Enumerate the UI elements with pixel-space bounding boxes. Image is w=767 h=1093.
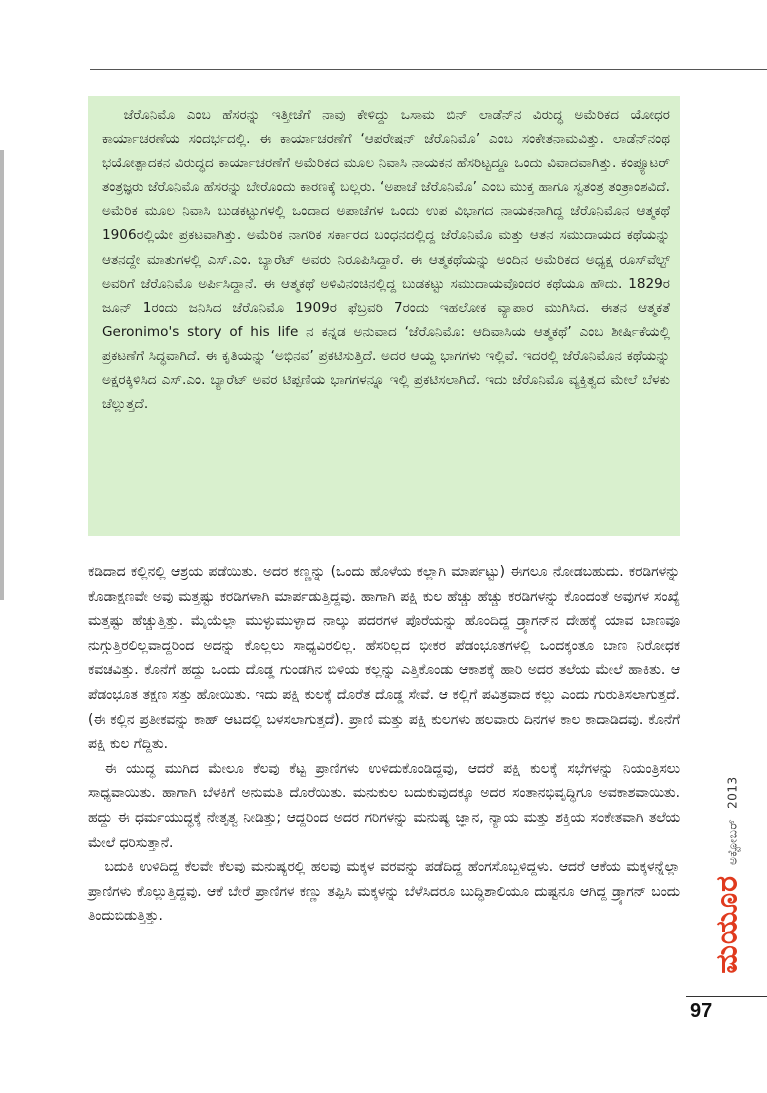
issue-year: 2013 [725, 776, 740, 809]
issue-month: ಅಕ್ಟೋಬರ್ [725, 818, 740, 865]
intro-box [88, 96, 680, 536]
page-edge-mark [0, 150, 4, 600]
body-paragraph: ಬದುಕಿ ಉಳಿದಿದ್ದ ಕೆಲವೇ ಕೆಲವು ಮನುಷ್ಯರಲ್ಲಿ ಹಲವು ಮಕ್ಕಳ ವರವನ್ನು ಪಡೆದಿದ್ದ ಹೆಂಗಸೊಬ್ಬಳಿದ್ದಳು. ಆದರೆ ಆಕೆಯ ಮಕ್ಕಳನ್ನೆಲ್ಲಾ ಪ್ರಾಣಿಗಳು ಕೊಲ್ಲುತ್ತಿದ್ದವು. ಆಕೆ ಬೇರೆ ಪ್ರಾಣಿಗಳ ಕಣ್ಣು ತಪ್ಪಿಸಿ ಮಕ್ಕಳನ್ನು ಬೆಳೆಸಿದರೂ ಬುದ್ಧಿಶಾಲಿಯೂ ದುಷ್ಟನೂ ಆಗಿದ್ದ ಡ್ರ್ಯಾಗನ್ ಬಂದು ತಿಂದುಬಿಡುತ್ತಿತ್ತು. [88, 859, 680, 925]
body-paragraph: ಈ ಯುದ್ಧ ಮುಗಿದ ಮೇಲೂ ಕೆಲವು ಕೆಟ್ಟ ಪ್ರಾಣಿಗಳು ಉಳಿದುಕೊಂಡಿದ್ದವು, ಆದರೆ ಪಕ್ಷಿ ಕುಲಕ್ಕೆ ಸಭೆಗಳನ್ನು ನಿಯಂತ್ರಿಸಲು ಸಾಧ್ಯವಾಯಿತು. ಹಾಗಾಗಿ ಬೆಳಕಿಗೆ ಅನುಮತಿ ದೊರೆಯಿತು. ಮನುಕುಲ ಬದುಕುವುದಕ್ಕೂ ಅದರ ಸಂತಾನಭಿವೃದ್ಧಿಗೂ ಅವಕಾಶವಾಯಿತು. ಹದ್ದು ಈ ಧರ್ಮಯುದ್ಧಕ್ಕೆ ನೇತೃತ್ವ ನೀಡಿತ್ತು; ಆದ್ದರಿಂದ ಅದರ ಗರಿಗಳನ್ನು ಮನುಷ್ಯ ಜ್ಞಾನ, ನ್ಯಾಯ ಮತ್ತು ಶಕ್ತಿಯ ಸಂಕೇತವಾಗಿ ತಲೆಯ ಮೇಲೆ ಧರಿಸುತ್ತಾನೆ. [88, 760, 680, 851]
top-rule [90, 69, 767, 70]
magazine-sidebar [688, 770, 766, 980]
intro-paragraph: ಜೆರೊನಿಮೊ ಎಂಬ ಹೆಸರನ್ನು ಇತ್ತೀಚೆಗೆ ನಾವು ಕೇಳಿದ್ದು ಒಸಾಮ ಬಿನ್ ಲಾಡೆನ್‌ನ ವಿರುದ್ಧ ಅಮೆರಿಕದ ಯೋಧರ ಕಾರ್ಯಾಚರಣೆಯ ಸಂದರ್ಭದಲ್ಲಿ. ಈ ಕಾರ್ಯಾಚರಣೆಗೆ ‘ಆಪರೇಷನ್ ಜೆರೊನಿಮೊ’ ಎಂಬ ಸಂಕೇತನಾಮವಿತ್ತು. ಲಾಡೆನ್‌ನಂಥ ಭಯೋತ್ಪಾದಕನ ವಿರುದ್ಧದ ಕಾರ್ಯಾಚರಣೆಗೆ ಅಮೆರಿಕದ ಮೂಲ ನಿವಾಸಿ ನಾಯಕನ ಹೆಸರಿಟ್ಟದ್ದೂ ಒಂದು ವಿವಾದವಾಗಿತ್ತು. ಕಂಪ್ಯೂಟರ್ ತಂತ್ರಜ್ಞರು ಜೆರೊನಿಮೊ ಹೆಸರನ್ನು ಬೇರೊಂದು ಕಾರಣಕ್ಕೆ ಬಲ್ಲರು. ‘ಅಪಾಚೆ ಜೆರೊನಿಮೊ’ ಎಂಬ ಮುಕ್ತ ಹಾಗೂ ಸ್ವತಂತ್ರ ತಂತ್ರಾಂಶವಿದೆ. ಅಮೆರಿಕ ಮೂಲ ನಿವಾಸಿ ಬುಡಕಟ್ಟುಗಳಲ್ಲಿ ಒಂದಾದ ಅಪಾಚೆಗಳ ಒಂದು ಉಪ ವಿಭಾಗದ ನಾಯಕನಾಗಿದ್ದ ಜೆರೊನಿಮೊನ ಆತ್ಮಕಥೆ 1906ರಲ್ಲಿಯೇ ಪ್ರಕಟವಾಗಿತ್ತು. ಅಮೆರಿಕ ನಾಗರಿಕ ಸರ್ಕಾರದ ಬಂಧನದಲ್ಲಿದ್ದ ಜೆರೊನಿಮೊ ಮತ್ತು ಆತನ ಸಮುದಾಯದ ಕಥೆಯನ್ನು ಆತನದ್ದೇ ಮಾತುಗಳಲ್ಲಿ ಎಸ್.ಎಂ. ಬ್ಯಾರೆಟ್ ಅವರು ನಿರೂಪಿಸಿದ್ದಾರೆ. ಈ ಆತ್ಮಕಥೆಯನ್ನು ಅಂದಿನ ಅಮೆರಿಕದ ಅಧ್ಯಕ್ಷ ರೂಸ್‌ವೆಲ್ಟ್ ಅವರಿಗೆ ಜೆರೊನಿಮೊ ಅರ್ಪಿಸಿದ್ದಾನೆ. ಈ ಆತ್ಮಕಥೆ ಅಳಿವಿನಂಚಿನಲ್ಲಿದ್ದ ಬುಡಕಟ್ಟು ಸಮುದಾಯವೊಂದರ ಕಥೆಯೂ ಹೌದು. 1829ರ ಜೂನ್ 1ರಂದು ಜನಿಸಿದ ಜೆರೊನಿಮೊ 1909ರ ಫೆಬ್ರವರಿ 7ರಂದು ಇಹಲೋಕ ವ್ಯಾಪಾರ ಮುಗಿಸಿದ. ಈತನ ಆತ್ಮಕತೆ Geronimo's story of his life ನ ಕನ್ನಡ ಅನುವಾದ ‘ಜೆರೊನಿಮೊ: ಆದಿವಾಸಿಯ ಆತ್ಮಕಥೆ’ ಎಂಬ ಶೀರ್ಷಿಕೆಯಲ್ಲಿ ಪ್ರಕಟಣೆಗೆ ಸಿದ್ಧವಾಗಿದೆ. ಈ ಕೃತಿಯನ್ನು ‘ಅಭಿನವ’ ಪ್ರಕಟಿಸುತ್ತಿದೆ. ಅದರ ಆಯ್ದ ಭಾಗಗಳು ಇಲ್ಲಿವೆ. ಇದರಲ್ಲಿ ಜೆರೊನಿಮೊನ ಕಥೆಯನ್ನು ಅಕ್ಷರಕ್ಕಿಳಿಸಿದ ಎಸ್.ಎಂ. ಬ್ಯಾರೆಟ್ ಅವರ ಟಿಪ್ಪಣಿಯ ಭಾಗಗಳನ್ನೂ ಇಲ್ಲಿ ಪ್ರಕಟಿಸಲಾಗಿದೆ. ಇದು ಜೆರೊನಿಮೊ ವ್ಯಕ್ತಿತ್ವದ ಮೇಲೆ ಬೆಳಕು ಚೆಲ್ಲುತ್ತದೆ. [102, 107, 670, 413]
footer-rule [686, 996, 767, 997]
body-paragraph: ಕಡಿದಾದ ಕಲ್ಲಿನಲ್ಲಿ ಆಶ್ರಯ ಪಡೆಯಿತು. ಅದರ ಕಣ್ಣನ್ನು (ಒಂದು ಹೊಳೆಯ ಕಲ್ಲಾಗಿ ಮಾರ್ಪಟ್ಟು) ಈಗಲೂ ನೋಡಬಹುದು. ಕರಡಿಗಳನ್ನು ಕೊಡಾಕ್ಷಣವೇ ಅವು ಮತ್ತಷ್ಟು ಕರಡಿಗಳಾಗಿ ಮಾರ್ಪಡುತ್ತಿದ್ದವು. ಹಾಗಾಗಿ ಪಕ್ಷಿ ಕುಲ ಹೆಚ್ಚು ಹೆಚ್ಚು ಕರಡಿಗಳನ್ನು ಕೊಂದಂತೆ ಅವುಗಳ ಸಂಖ್ಯೆ ಮತ್ತಷ್ಟು ಹೆಚ್ಚುತ್ತಿತ್ತು. ಮೈಯೆಲ್ಲಾ ಮುಳ್ಳುಮುಳ್ಳಾದ ನಾಲ್ಕು ಪದರಗಳ ಪೊರೆಯನ್ನು ಹೊಂದಿದ್ದ ಡ್ರ್ಯಾಗನ್‌ನ ದೇಹಕ್ಕೆ ಯಾವ ಬಾಣವೂ ನುಗ್ಗುತ್ತಿರಲಿಲ್ಲವಾದ್ದರಿಂದ ಅದನ್ನು ಕೊಲ್ಲಲು ಸಾಧ್ಯವಿರಲಿಲ್ಲ. ಹೆಸರಿಲ್ಲದ ಭೀಕರ ಪೆಡಂಭೂತಗಳಲ್ಲಿ ಒಂದಕ್ಕಂತೂ ಬಾಣ ನಿರೋಧಕ ಕವಚವಿತ್ತು. ಕೊನೆಗೆ ಹದ್ದು ಒಂದು ದೊಡ್ಡ ಗುಂಡಗಿನ ಬಿಳಿಯ ಕಲ್ಲನ್ನು ಎತ್ತಿಕೊಂಡು ಆಕಾಶಕ್ಕೆ ಹಾರಿ ಅದರ ತಲೆಯ ಮೇಲೆ ಹಾಕಿತು. ಆ ಪೆಡಂಭೂತ ತಕ್ಷಣ ಸತ್ತು ಹೋಯಿತು. ಇದು ಪಕ್ಷಿ ಕುಲಕ್ಕೆ ದೊರೆತ ದೊಡ್ಡ ಸೇವೆ. ಆ ಕಲ್ಲಿಗೆ ಪವಿತ್ರವಾದ ಕಲ್ಲು ಎಂದು ಗುರುತಿಸಲಾಗುತ್ತದೆ. (ಈ ಕಲ್ಲಿನ ಪ್ರತೀಕವನ್ನು ಕಾಹ್ ಆಟದಲ್ಲಿ ಬಳಸಲಾಗುತ್ತದೆ). ಪ್ರಾಣಿ ಮತ್ತು ಪಕ್ಷಿ ಕುಲಗಳು ಹಲವಾರು ದಿನಗಳ ಕಾಲ ಕಾದಾಡಿದವು. ಕೊನೆಗೆ ಪಕ್ಷಿ ಕುಲ ಗೆದ್ದಿತು. [88, 564, 680, 753]
article-body [88, 560, 680, 929]
magazine-masthead [710, 776, 745, 973]
page-number: 97 [690, 1000, 713, 1022]
magazine-name: ಮಯೂರ [709, 875, 745, 974]
